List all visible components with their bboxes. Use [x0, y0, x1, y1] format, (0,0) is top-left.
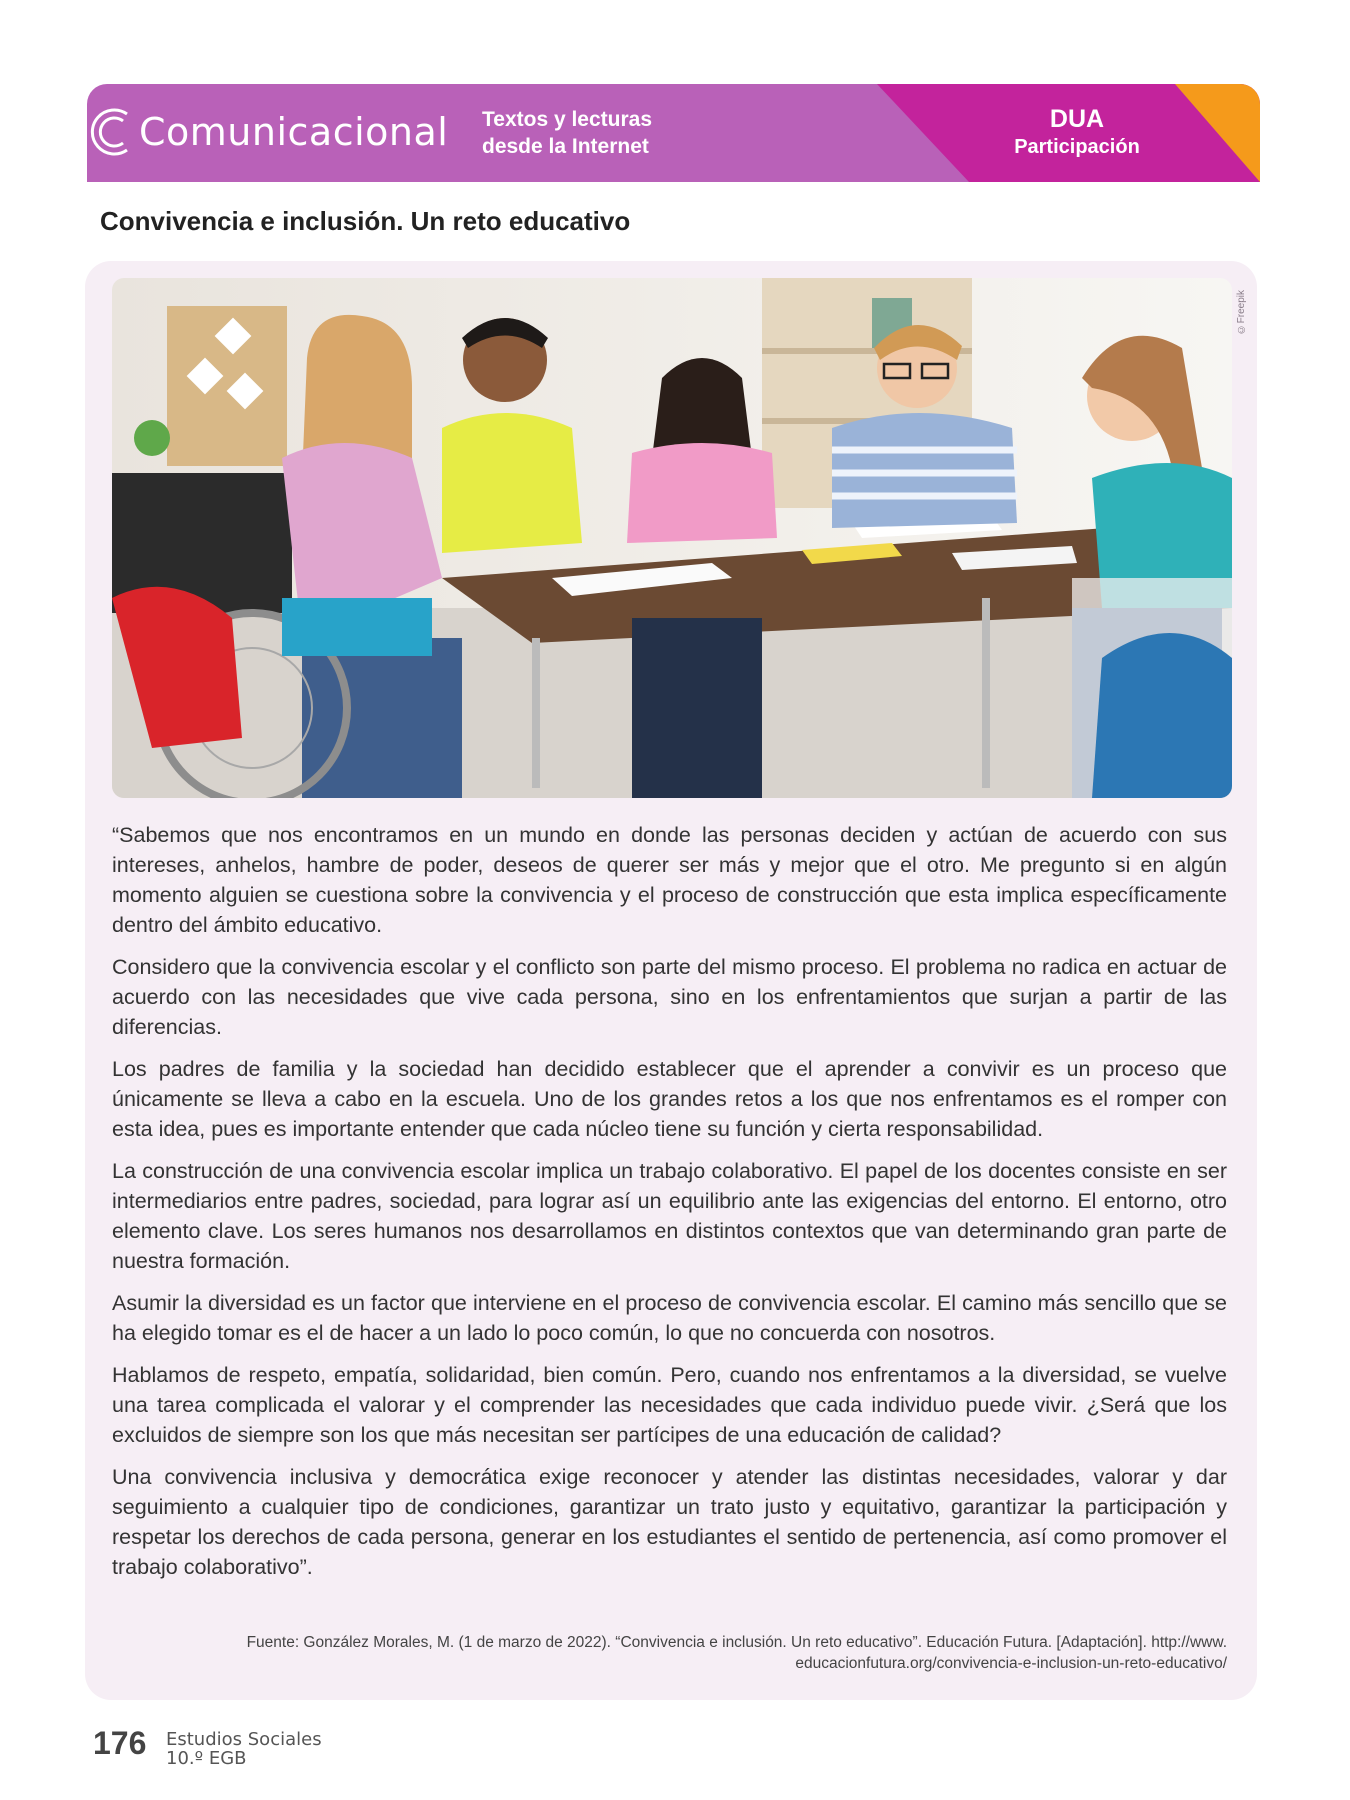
- page-number: 176: [93, 1725, 147, 1761]
- source-line-2: educacionfutura.org/convivencia-e-inclusion-un-reto-educativo/: [795, 1655, 1227, 1672]
- paragraph: “Sabemos que nos encontramos en un mundo en donde las personas deciden y actúan de acuerdo con sus intereses, anhelos, hambre de poder, deseos de querer ser más y mejor que el otro. Me pregunto si en algún momento alguien se cuestiona sobre la convivencia y el proceso de construcción que esta implica específicamente dentro del ámbito educativo.: [112, 823, 1227, 937]
- section-banner: [87, 84, 1260, 182]
- subtitle-line-2: desde la Internet: [482, 135, 649, 158]
- comunicacional-logo-icon: [87, 104, 133, 160]
- source-citation: [170, 1632, 1227, 1674]
- source-line-1: Fuente: González Morales, M. (1 de marzo de 2022). “Convivencia e inclusión. Un reto educativo”. Educación Futura. [Adaptación]. http://www.: [246, 1634, 1227, 1651]
- dua-title: DUA: [1049, 105, 1105, 133]
- paragraph: La construcción de una convivencia escolar implica un trabajo colaborativo. El papel de los docentes consiste en ser intermediarios entre padres, sociedad, para lograr así un equilibrio ante las exigencias del entorno. El entorno, otro elemento clave. Los seres humanos nos desarrollamos en distintos contextos que van determinando gran parte de nuestra formación.: [112, 1159, 1227, 1273]
- paragraph: Una convivencia inclusiva y democrática exige reconocer y atender las distintas necesidades, valorar y dar seguimiento a cualquier tipo de condiciones, garantizar un trato justo y equitativo, garantizar la participación y respetar los derechos de cada persona, generar en los estudiantes el sentido de pertenencia, así como promover el trabajo colaborativo”.: [112, 1465, 1227, 1579]
- reading-text: [112, 820, 1227, 1594]
- footer-subject-name: Estudios Sociales: [166, 1729, 322, 1750]
- page-title: Convivencia e inclusión. Un reto educativo: [100, 206, 631, 236]
- brand-name: Comunicacional: [139, 110, 449, 154]
- subtitle-line-1: Textos y lecturas: [482, 108, 653, 131]
- section-subtitle: [482, 106, 652, 160]
- paragraph: Asumir la diversidad es un factor que interviene en el proceso de convivencia escolar. El camino más sencillo que se ha elegido tomar es el de hacer a un lado lo poco común, lo que no concuerda con nosotros.: [112, 1291, 1227, 1345]
- paragraph: Hablamos de respeto, empatía, solidaridad, bien común. Pero, cuando nos enfrentamos a la diversidad, se vuelve una tarea complicada el valorar y el comprender las necesidades que cada individuo puede vivir. ¿Será que los excluidos de siempre son los que más necesitan ser partícipes de una educación de calidad?: [112, 1363, 1227, 1447]
- students-photo: [112, 278, 1232, 798]
- footer-grade: 10.º EGB: [166, 1748, 247, 1769]
- photo-credit: ©Freepik: [1236, 290, 1247, 335]
- paragraph: Considero que la convivencia escolar y el conflicto son parte del mismo proceso. El problema no radica en actuar de acuerdo con las necesidades que vive cada persona, sino en los enfrentamientos que surjan a partir de las diferencias.: [112, 955, 1227, 1039]
- footer-subject: [166, 1730, 322, 1768]
- dua-label: [992, 104, 1162, 160]
- dua-subtitle: Participación: [1014, 136, 1140, 158]
- paragraph: Los padres de familia y la sociedad han decidido establecer que el aprender a convivir es un proceso que únicamente se lleva a cabo en la escuela. Uno de los grandes retos a los que nos enfrentamos es el romper con esta idea, pues es importante entender que cada núcleo tiene su función y cierta responsabilidad.: [112, 1057, 1227, 1141]
